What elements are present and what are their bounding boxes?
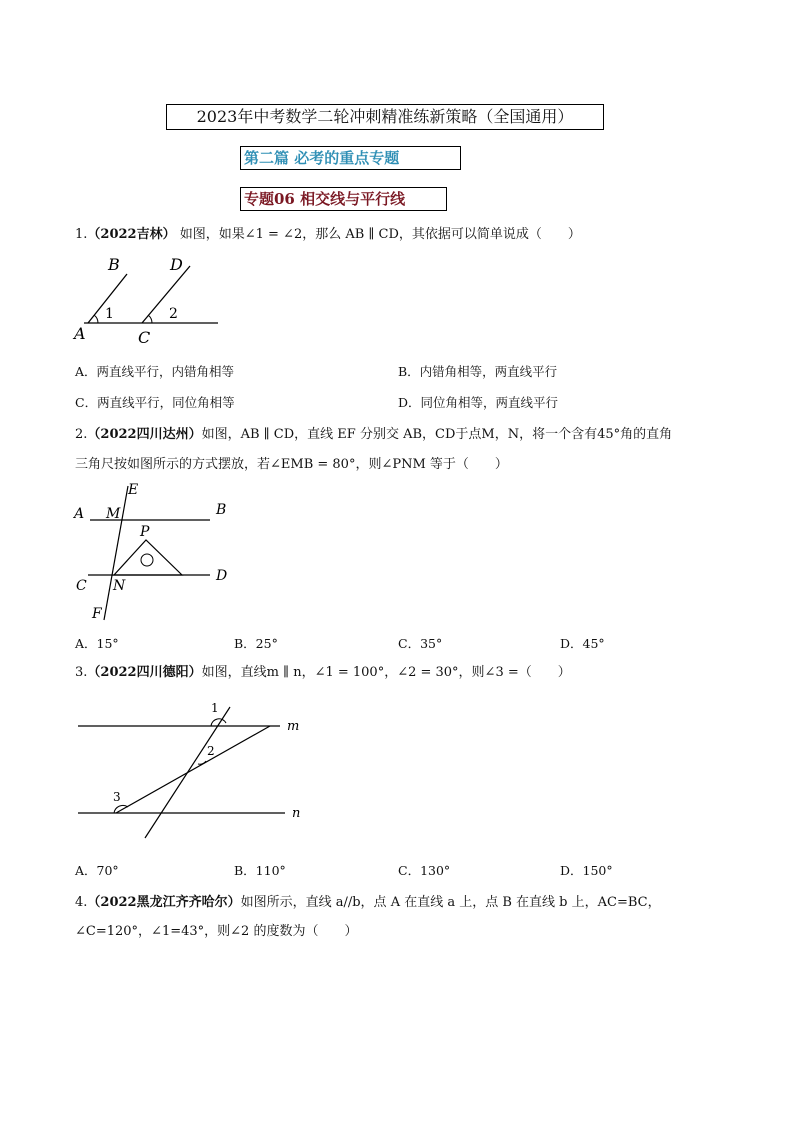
figure-q1 <box>70 255 230 350</box>
figure-label: n <box>292 806 301 821</box>
question-number: 1. <box>75 227 88 242</box>
figure-q2 <box>70 478 245 628</box>
figure-q3 <box>70 695 315 845</box>
option-b: B．25° <box>234 636 278 651</box>
question-2-line-2: 三角尺按如图所示的方式摆放，若∠EMB = 80°，则∠PNM 等于（ ） <box>75 457 508 472</box>
question-2 <box>75 422 672 448</box>
question-source: （2022吉林） <box>87 227 176 242</box>
part-heading: 第二篇 必考的重点专题 <box>240 146 461 170</box>
document-title: 2023年中考数学二轮冲刺精准练新策略（全国通用） <box>166 104 604 130</box>
question-source: （2022四川德阳） <box>87 665 202 680</box>
option-b: B．内错角相等，两直线平行 <box>398 364 558 379</box>
question-number: 4. <box>75 895 88 910</box>
figure-label: 1 <box>105 306 114 322</box>
option-a: A．15° <box>75 636 119 651</box>
figure-label: E <box>128 482 139 498</box>
figure-label: 2 <box>207 744 215 758</box>
option-c: C．130° <box>398 863 451 878</box>
question-1 <box>75 222 581 248</box>
question-source: （2022黑龙江齐齐哈尔） <box>87 895 241 910</box>
figure-label: 2 <box>169 306 178 322</box>
figure-label: 1 <box>211 701 219 715</box>
figure-label: C <box>76 578 87 594</box>
option-d: D．45° <box>560 636 605 651</box>
option-a: A．70° <box>75 863 119 878</box>
option-c: C．两直线平行，同位角相等 <box>75 395 235 410</box>
question-text: 如图所示，直线 a//b，点 A 在直线 a 上，点 B 在直线 b 上，AC=BC， <box>240 895 661 910</box>
option-d: D．同位角相等，两直线平行 <box>398 395 559 410</box>
question-text: 如图，如果∠1 = ∠2，那么 AB ∥ CD，其依据可以简单说成（ ） <box>179 227 581 242</box>
figure-label: B <box>108 255 120 274</box>
question-text: 如图，直线m ∥ n，∠1 = 100°，∠2 = 30°，则∠3 =（ ） <box>201 665 571 680</box>
question-source: （2022四川达州） <box>87 427 202 442</box>
question-number: 3. <box>75 665 88 680</box>
figure-label: m <box>287 719 300 734</box>
topic-heading: 专题06 相交线与平行线 <box>240 187 447 211</box>
question-number: 2. <box>75 427 88 442</box>
figure-label: C <box>138 328 151 347</box>
option-d: D．150° <box>560 863 613 878</box>
figure-label: N <box>113 578 126 594</box>
option-b: B．110° <box>234 863 286 878</box>
question-text: 如图，AB ∥ CD，直线 EF 分别交 AB，CD于点M，N，将一个含有45°角的直角 <box>201 427 673 442</box>
figure-label: A <box>74 324 86 343</box>
question-4 <box>75 890 661 916</box>
figure-label: F <box>92 606 102 622</box>
figure-label: A <box>74 506 85 522</box>
figure-label: D <box>170 255 183 274</box>
option-a: A．两直线平行，内错角相等 <box>75 364 235 379</box>
figure-label: B <box>216 502 227 518</box>
figure-label: 3 <box>113 790 121 804</box>
question-4-line-2: ∠C=120°，∠1=43°，则∠2 的度数为（ ） <box>75 924 358 939</box>
figure-label: D <box>216 568 228 584</box>
figure-label: P <box>140 524 150 540</box>
option-c: C．35° <box>398 636 443 651</box>
figure-label: M <box>106 506 121 522</box>
question-3 <box>75 660 571 686</box>
